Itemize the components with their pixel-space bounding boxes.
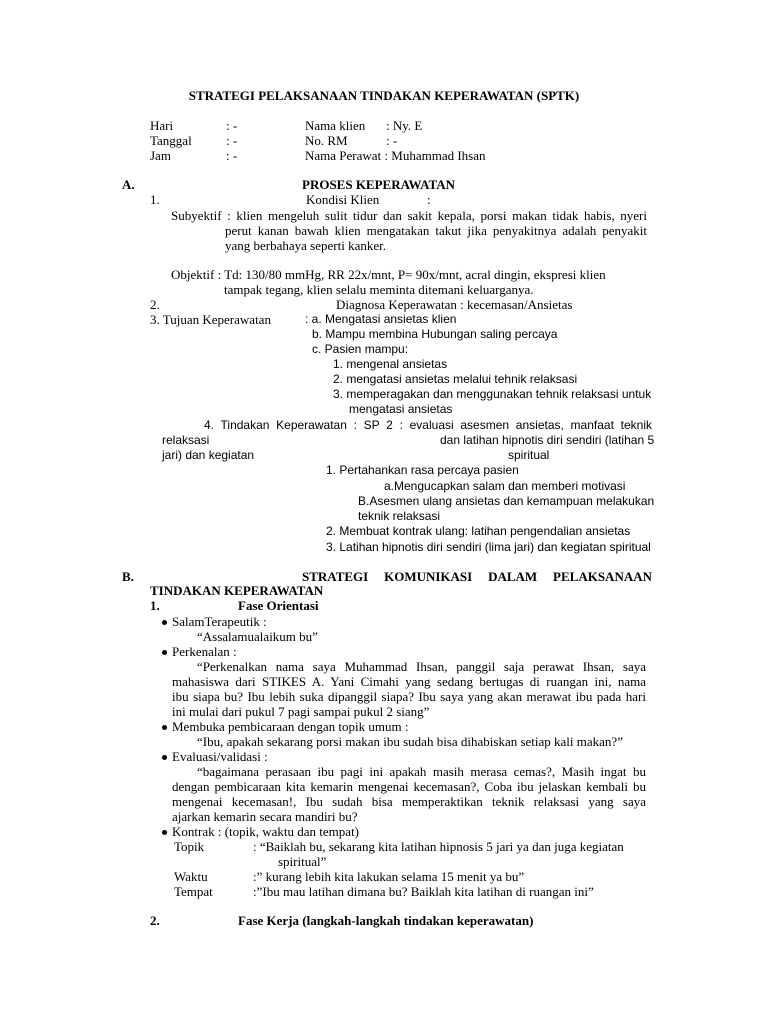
tindakan-line-3a: jari) dan kegiatan — [162, 448, 255, 462]
subjektif-line-3: yang berbahaya seperti kanker. — [225, 238, 386, 253]
nama-klien-value: : Ny. E — [386, 118, 423, 133]
hari-value: : - — [226, 118, 238, 133]
section-a-heading: PROSES KEPERAWATAN — [302, 177, 456, 192]
kondisi-colon: : — [427, 192, 431, 207]
bullet-icon — [162, 830, 167, 835]
tujuan-c-3a: 3. memperagakan dan menggunakan tehnik relaksasi untuk — [333, 387, 652, 401]
kontrak-tempat-label: Tempat — [174, 884, 213, 899]
hari-label: Hari — [150, 118, 174, 133]
section-b-heading-line-1: STRATEGI KOMUNIKASI DALAM PELAKSANAAN — [302, 569, 652, 584]
tindakan-line-2a: relaksasi — [162, 433, 210, 447]
tujuan-c-2: 2. mengatasi ansietas melalui tehnik relaksasi — [333, 372, 578, 386]
perkenalan-line-2: mahasiswa dari STIKES A. Yani Cimahi yang sedang bertugas di ruangan ini, nama — [172, 674, 646, 689]
section-a-letter: A. — [122, 177, 135, 192]
perkenalan-line-3: ibu siapa bu? Ibu lebih suka dipanggil siapa? Ibu saya yang akan merawat ibu pada hari — [172, 689, 646, 704]
bullet-icon — [162, 620, 167, 625]
kontrak-topik-line-2: spiritual” — [278, 854, 327, 869]
tujuan-c-3b: mengatasi ansietas — [349, 402, 453, 416]
evaluasi-line-4: ajarkan kemarin secara mandiri bu? — [172, 809, 358, 824]
topik-umum-text: “Ibu, apakah sekarang porsi makan ibu sudah bisa dihabiskan setiap kali makan?” — [197, 734, 623, 749]
tujuan-b: b. Mampu membina Hubungan saling percaya — [312, 327, 558, 341]
tanggal-value: : - — [226, 133, 238, 148]
tindakan-line-3b: spiritual — [508, 448, 550, 462]
bullet-icon — [162, 755, 167, 760]
tujuan-a: : a. Mengatasi ansietas klien — [305, 312, 457, 326]
tindakan-point-1a: a.Mengucapkan salam dan memberi motivasi — [384, 479, 626, 493]
tindakan-point-1: 1. Pertahankan rasa percaya pasien — [326, 463, 519, 477]
tanggal-label: Tanggal — [150, 133, 192, 148]
tujuan-c: c. Pasien mampu: — [312, 342, 409, 356]
phase-2-title: Fase Kerja (langkah-langkah tindakan keperawatan) — [238, 913, 534, 928]
nama-klien-label: Nama klien — [305, 118, 366, 133]
evaluasi-line-1: “bagaimana perasaan ibu pagi ini apakah masih merasa cemas?, Masih ingat bu — [197, 764, 646, 779]
salam-label: SalamTerapeutik : — [172, 614, 267, 629]
kontrak-waktu-label: Waktu — [174, 869, 208, 884]
section-b-heading-line-2: TINDAKAN KEPERAWATAN — [150, 583, 324, 598]
phase-1-num: 1. — [150, 598, 160, 613]
kontrak-topik-line-1: : “Baiklah bu, sekarang kita latihan hipnosis 5 jari ya dan juga kegiatan — [253, 839, 624, 854]
tujuan-c-1: 1. mengenal ansietas — [333, 357, 448, 371]
perkenalan-line-4: ini mulai dari pukul 7 pagi sampai pukul 2 siang” — [172, 704, 430, 719]
bullet-icon — [162, 725, 167, 730]
tindakan-point-1b-line-2: teknik relaksasi — [358, 509, 441, 523]
kondisi-num: 1. — [150, 192, 160, 207]
document-title: STRATEGI PELAKSANAAN TINDAKAN KEPERAWATAN (SPTK) — [188, 88, 580, 103]
bullet-icon — [162, 650, 167, 655]
phase-1-title: Fase Orientasi — [238, 598, 319, 613]
diagnosa-num: 2. — [150, 297, 160, 312]
tindakan-line-1: 4. Tindakan Keperawatan : SP 2 : evaluasi asesmen ansietas, manfaat teknik — [204, 418, 652, 432]
jam-label: Jam — [150, 148, 171, 163]
no-rm-value: : - — [386, 133, 398, 148]
evaluasi-line-2: dengan pembicaraan kita kemarin mengenai kecemasan?, Coba ibu jelaskan kembali bu — [172, 779, 646, 794]
subjektif-line-1: Subyektif : klien mengeluh sulit tidur dan sakit kepala, porsi makan tidak habis, nyeri — [171, 208, 647, 223]
tindakan-point-2: 2. Membuat kontrak ulang: latihan pengendalian ansietas — [326, 524, 631, 538]
perkenalan-label: Perkenalan : — [172, 644, 237, 659]
tindakan-point-3: 3. Latihan hipnotis diri sendiri (lima jari) dan kegiatan spiritual — [326, 540, 651, 554]
section-b-letter: B. — [122, 569, 134, 584]
evaluasi-label: Evaluasi/validasi : — [172, 749, 268, 764]
kontrak-topik-label: Topik — [174, 839, 205, 854]
subjektif-line-2: perut kanan bawah klien mengatakan takut jika penyakitnya adalah penyakit — [225, 223, 647, 238]
tindakan-line-2b: dan latihan hipnotis diri sendiri (latihan 5 — [440, 433, 655, 447]
kontrak-waktu-text: :” kurang lebih kita lakukan selama 15 menit ya bu” — [253, 869, 525, 884]
no-rm-label: No. RM — [305, 133, 348, 148]
tindakan-point-1b-line-1: B.Asesmen ulang ansietas dan kemampuan melakukan — [358, 494, 655, 508]
jam-value: : - — [226, 148, 238, 163]
phase-2-num: 2. — [150, 913, 160, 928]
kontrak-label: Kontrak : (topik, waktu dan tempat) — [172, 824, 360, 839]
tujuan-label: 3. Tujuan Keperawatan — [150, 312, 271, 327]
topik-umum-label: Membuka pembicaraan dengan topik umum : — [172, 719, 409, 734]
perkenalan-line-1: “Perkenalkan nama saya Muhammad Ihsan, panggil saja perawat Ihsan, saya — [197, 659, 646, 674]
diagnosa-text: Diagnosa Keperawatan : kecemasan/Ansietas — [336, 297, 573, 312]
objektif-line-2: tampak tegang, klien selalu meminta ditemani keluarganya. — [224, 282, 534, 297]
kontrak-tempat-text: :”Ibu mau latihan dimana bu? Baiklah kita latihan di ruangan ini” — [253, 884, 594, 899]
evaluasi-line-3: mengenai kecemasan!, Ibu sudah bisa memperaktikan teknik relaksasi yang saya — [172, 794, 646, 809]
objektif-line-1: Objektif : Td: 130/80 mmHg, RR 22x/mnt, P= 90x/mnt, acral dingin, ekspresi klien — [171, 267, 606, 282]
kondisi-label: Kondisi Klien — [306, 192, 380, 207]
salam-text: “Assalamualaikum bu” — [197, 629, 318, 644]
nama-perawat: Nama Perawat : Muhammad Ihsan — [305, 148, 486, 163]
